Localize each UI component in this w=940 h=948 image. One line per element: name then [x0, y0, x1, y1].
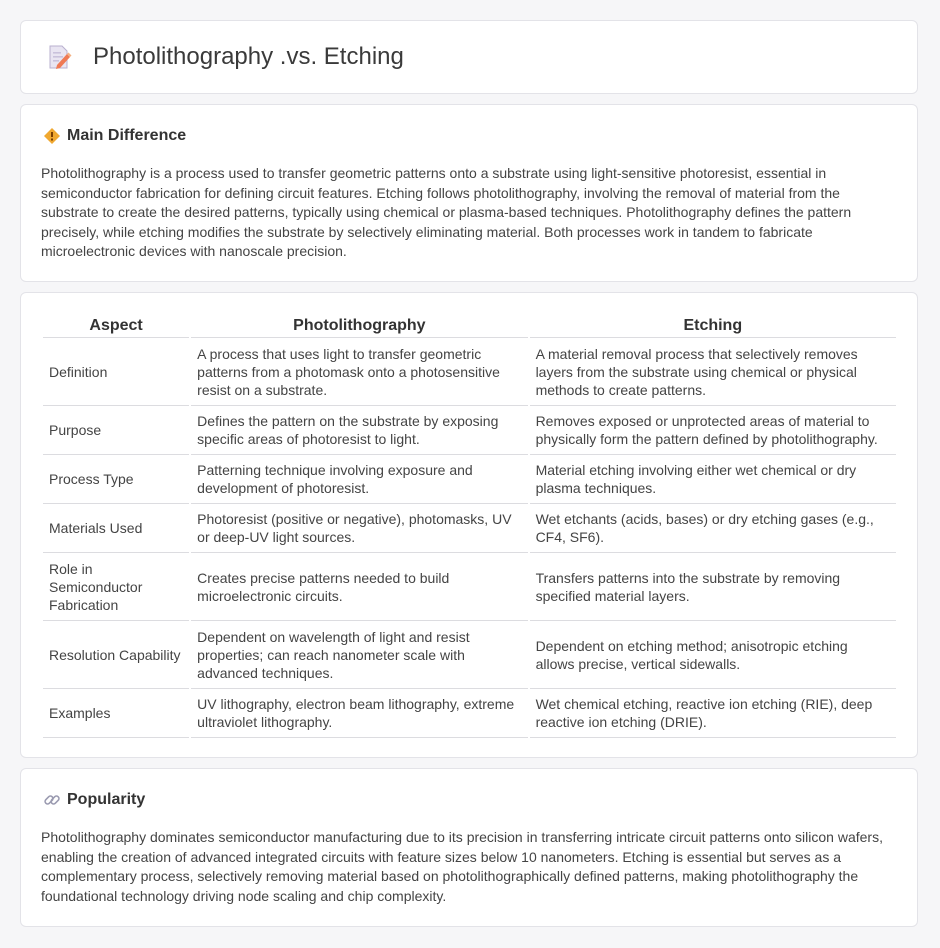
diamond-warning-icon [43, 127, 61, 145]
table-row [43, 553, 896, 621]
aspect-cell: Definition [43, 338, 189, 406]
aspect-cell: Resolution Capability [43, 621, 189, 689]
table-row [43, 689, 896, 738]
photolithography-cell: Defines the pattern on the substrate by exposing specific areas of photoresist to light. [191, 406, 527, 455]
popularity-heading: Popularity [67, 791, 146, 808]
photolithography-cell: A process that uses light to transfer geometric patterns from a photomask onto a photosensitive resist on a substrate. [191, 338, 527, 406]
popularity-card [20, 768, 918, 927]
table-row [43, 621, 896, 689]
photolithography-cell: Patterning technique involving exposure and development of photoresist. [191, 455, 527, 504]
etching-cell: Material etching involving either wet chemical or dry plasma techniques. [530, 455, 896, 504]
etching-cell: Wet chemical etching, reactive ion etching (RIE), deep reactive ion etching (DRIE). [530, 689, 896, 738]
main-difference-text: Photolithography is a process used to transfer geometric patterns onto a substrate using light-sensitive photoresist, essential in semiconductor fabrication for defining circuit features. Etching follows photolithography, involving the removal of material from the substrate to create the desired patterns, typically using chemical or plasma-based techniques. Photolithography defines the pattern precisely, while etching modifies the substrate by selectively eliminating material. Both processes work in tandem to fabricate microelectronic devices with nanoscale precision. [41, 165, 852, 260]
popularity-text: Photolithography dominates semiconductor manufacturing due to its precision in transferring intricate circuit patterns onto silicon wafers, enabling the creation of advanced integrated circuits with feature sizes below 10 nanometers. Etching is essential but serves as a complementary process, selectively removing material based on photolithographically defined patterns, making photolithography the foundational technology driving node scaling and chip complexity. [41, 829, 883, 904]
photolithography-cell: Photoresist (positive or negative), photomasks, UV or deep-UV light sources. [191, 504, 527, 553]
comparison-table [41, 313, 898, 738]
photolithography-cell: UV lithography, electron beam lithography, extreme ultraviolet lithography. [191, 689, 527, 738]
header-aspect: Aspect [43, 313, 189, 338]
aspect-cell: Purpose [43, 406, 189, 455]
table-row [43, 406, 896, 455]
header-photolithography: Photolithography [191, 313, 527, 338]
etching-cell: A material removal process that selectively removes layers from the substrate using chemical or physical methods to create patterns. [530, 338, 896, 406]
table-row [43, 455, 896, 504]
etching-cell: Transfers patterns into the substrate by removing specified material layers. [530, 553, 896, 621]
title-card [20, 20, 918, 94]
etching-cell: Removes exposed or unprotected areas of material to physically form the pattern defined by photolithography. [530, 406, 896, 455]
table-header-row [43, 313, 896, 338]
aspect-cell: Role in Semiconductor Fabrication [43, 553, 189, 621]
aspect-cell: Materials Used [43, 504, 189, 553]
main-difference-heading: Main Difference [67, 127, 187, 144]
etching-cell: Dependent on etching method; anisotropic etching allows precise, vertical sidewalls. [530, 621, 896, 689]
table-row [43, 504, 896, 553]
aspect-cell: Process Type [43, 455, 189, 504]
photolithography-cell: Creates precise patterns needed to build microelectronic circuits. [191, 553, 527, 621]
header-etching: Etching [530, 313, 896, 338]
document-edit-icon [45, 43, 73, 71]
etching-cell: Wet etchants (acids, bases) or dry etching gases (e.g., CF4, SF6). [530, 504, 896, 553]
page-title: Photolithography .vs. Etching [93, 43, 404, 70]
comparison-card [20, 292, 918, 758]
aspect-cell: Examples [43, 689, 189, 738]
photolithography-cell: Dependent on wavelength of light and resist properties; can reach nanometer scale with advanced techniques. [191, 621, 527, 689]
main-difference-card [20, 104, 918, 282]
table-row [43, 338, 896, 406]
link-icon [43, 791, 61, 809]
